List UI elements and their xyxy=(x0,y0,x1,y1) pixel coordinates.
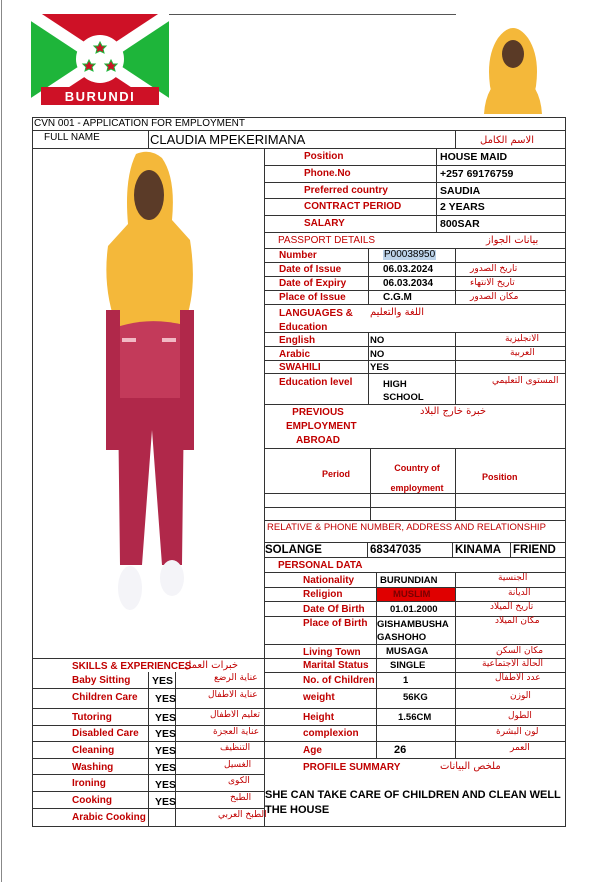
weight-label: weight xyxy=(303,692,335,703)
marital-value: SINGLE xyxy=(390,660,426,671)
lang-swahili-label: SWAHILI xyxy=(279,362,321,373)
skill-cooking-label: Cooking xyxy=(72,795,112,806)
skill-baby-sitting-value: YES xyxy=(152,675,174,687)
complexion-arabic: لون البشرة xyxy=(496,727,539,737)
job-country-value: SAUDIA xyxy=(440,185,481,197)
weight-arabic: الوزن xyxy=(510,691,531,701)
flag-label: BURUNDI xyxy=(64,89,136,104)
passport-place-label: Place of Issue xyxy=(279,292,346,303)
passport-issue-value: 06.03.2024 xyxy=(383,264,434,275)
passport-place-arabic: مكان الصدور xyxy=(470,292,519,302)
skill-cleaning-arabic: التنظيف xyxy=(220,743,251,753)
languages-title-arabic: اللغة والتعليم xyxy=(370,307,424,318)
skill-washing-value: YES xyxy=(155,762,177,774)
previous-title: PREVIOUS EMPLOYMENT ABROAD xyxy=(286,407,357,446)
skill-children-care-label: Children Care xyxy=(72,692,138,703)
complexion-label: complexion xyxy=(303,728,359,739)
marital-label: Marital Status xyxy=(303,660,369,671)
age-arabic: العمر xyxy=(510,743,530,753)
profile-title-arabic: ملخص البيانات xyxy=(440,761,501,772)
passport-expiry-label: Date of Expiry xyxy=(279,278,347,289)
nationality-value: BURUNDIAN xyxy=(380,575,438,586)
passport-number-value: P00038950 xyxy=(384,249,436,260)
previous-period-header: Period xyxy=(322,469,351,479)
age-value: 26 xyxy=(394,744,407,756)
full-name-arabic: الاسم الكامل xyxy=(480,135,535,146)
form-title: CVN 001 - APPLICATION FOR EMPLOYMENT xyxy=(34,118,245,129)
previous-country-header: Country of employment xyxy=(390,463,444,493)
lang-english-value: NO xyxy=(370,335,385,346)
marital-arabic: الحالة الاجتماعية xyxy=(482,659,543,669)
passport-title-arabic: بيانات الجواز xyxy=(486,235,539,246)
burundi-flag xyxy=(31,14,169,105)
passport-expiry-value: 06.03.2034 xyxy=(383,278,434,289)
passport-issue-label: Date of Issue xyxy=(279,264,342,275)
pob-label: Place of Birth xyxy=(303,618,368,629)
languages-title: LANGUAGES & Education xyxy=(279,308,353,333)
job-salary-value: 800SAR xyxy=(440,218,480,230)
skills-title: SKILLS & EXPERIENCES xyxy=(72,661,192,672)
relative-relation: FRIEND xyxy=(513,544,556,556)
skill-tutoring-arabic: تعليم الاطفال xyxy=(210,710,261,720)
skill-arabic-cooking-label: Arabic Cooking xyxy=(72,812,146,823)
children-arabic: عدد الاطفال xyxy=(495,673,541,683)
job-salary-label: SALARY xyxy=(304,218,345,229)
height-label: Height xyxy=(303,712,335,723)
town-arabic: مكان السكن xyxy=(496,646,544,656)
previous-position-header: Position xyxy=(482,472,518,482)
skill-children-care-arabic: عناية الاطفال xyxy=(208,690,258,700)
skills-title-arabic: خبرات العمل xyxy=(184,660,239,671)
job-country-label: Preferred country xyxy=(304,185,388,196)
job-contract-label: CONTRACT PERIOD xyxy=(304,201,402,212)
job-position-label: Position xyxy=(304,151,344,162)
lang-arabic-arabic: العربية xyxy=(510,348,535,358)
skill-cleaning-value: YES xyxy=(155,745,177,757)
lang-english-label: English xyxy=(279,335,316,346)
religion-label: Religion xyxy=(303,589,343,600)
passport-issue-arabic: تاريخ الصدور xyxy=(470,264,518,274)
passport-number-label: Number xyxy=(279,250,317,261)
skill-baby-sitting-label: Baby Sitting xyxy=(72,675,131,686)
skill-ironing-label: Ironing xyxy=(72,778,106,789)
pob-value: GISHAMBUSHA GASHOHO xyxy=(377,619,449,643)
skill-cleaning-label: Cleaning xyxy=(72,745,115,756)
age-label: Age xyxy=(303,745,322,756)
lang-english-arabic: الانجليزية xyxy=(505,334,539,344)
skill-ironing-value: YES xyxy=(155,779,177,791)
full-name-label: FULL NAME xyxy=(44,132,100,143)
lang-arabic-label: Arabic xyxy=(279,349,311,360)
pob-arabic: مكان الميلاد xyxy=(495,616,540,626)
full-name-value: CLAUDIA MPEKERIMANA xyxy=(150,132,306,147)
skill-disabled-care-label: Disabled Care xyxy=(72,728,139,739)
skill-cooking-arabic: الطبخ xyxy=(230,793,252,803)
profile-title: PROFILE SUMMARY xyxy=(303,762,401,773)
children-value: 1 xyxy=(403,675,409,686)
dob-value: 01.01.2000 xyxy=(390,604,438,615)
previous-title-arabic: خبرة خارج البلاد xyxy=(420,406,487,417)
town-value: MUSAGA xyxy=(386,646,429,657)
skill-disabled-care-arabic: عناية العجزة xyxy=(213,727,260,737)
dob-arabic: تاريخ الميلاد xyxy=(490,602,534,612)
skill-disabled-care-value: YES xyxy=(155,728,177,740)
personal-title: PERSONAL DATA xyxy=(278,560,363,571)
passport-title: PASSPORT DETAILS xyxy=(278,235,376,246)
skill-tutoring-value: YES xyxy=(155,712,177,724)
passport-place-value: C.G.M xyxy=(383,292,412,303)
weight-value: 56KG xyxy=(403,692,428,703)
relative-title: RELATIVE & PHONE NUMBER, ADDRESS AND RELATIONSHIP xyxy=(267,522,546,533)
skill-children-care-value: YES xyxy=(155,693,177,705)
skill-baby-sitting-arabic: عناية الرضع xyxy=(214,673,258,683)
education-label: Education level xyxy=(279,377,353,388)
portrait-photo xyxy=(476,16,550,114)
skill-washing-label: Washing xyxy=(72,762,114,773)
religion-arabic: الديانة xyxy=(508,588,531,598)
skill-tutoring-label: Tutoring xyxy=(72,712,112,723)
lang-swahili-value: YES xyxy=(370,362,390,373)
education-arabic: المستوى التعليمي xyxy=(492,376,559,386)
profile-text: SHE CAN TAKE CARE OF CHILDREN AND CLEAN WELL THE HOUSE xyxy=(265,789,561,816)
children-label: No. of Children xyxy=(303,675,375,686)
nationality-label: Nationality xyxy=(303,575,355,586)
height-value: 1.56CM xyxy=(398,712,432,723)
skill-washing-arabic: الغسيل xyxy=(224,760,252,770)
town-label: Living Town xyxy=(303,647,361,658)
dob-label: Date Of Birth xyxy=(303,604,365,615)
job-contract-value: 2 YEARS xyxy=(440,201,485,213)
skill-ironing-arabic: الكوى xyxy=(228,776,250,786)
job-phone-label: Phone.No xyxy=(304,168,351,179)
education-value: HIGH SCHOOL xyxy=(383,379,424,403)
full-body-photo xyxy=(98,150,203,615)
nationality-arabic: الجنسية xyxy=(498,573,528,583)
lang-arabic-value: NO xyxy=(370,349,385,360)
job-phone-value: +257 69176759 xyxy=(440,168,514,180)
height-arabic: الطول xyxy=(508,711,532,721)
relative-phone: 68347035 xyxy=(370,544,422,556)
religion-value: MUSLIM xyxy=(393,589,431,600)
job-position-value: HOUSE MAID xyxy=(440,151,508,163)
skill-arabic-cooking-arabic: الطبخ العربي xyxy=(218,810,267,820)
skill-cooking-value: YES xyxy=(155,796,177,808)
passport-expiry-arabic: تاريخ الانتهاء xyxy=(470,278,515,288)
relative-name: SOLANGE xyxy=(265,544,322,556)
relative-address: KINAMA xyxy=(455,544,501,556)
